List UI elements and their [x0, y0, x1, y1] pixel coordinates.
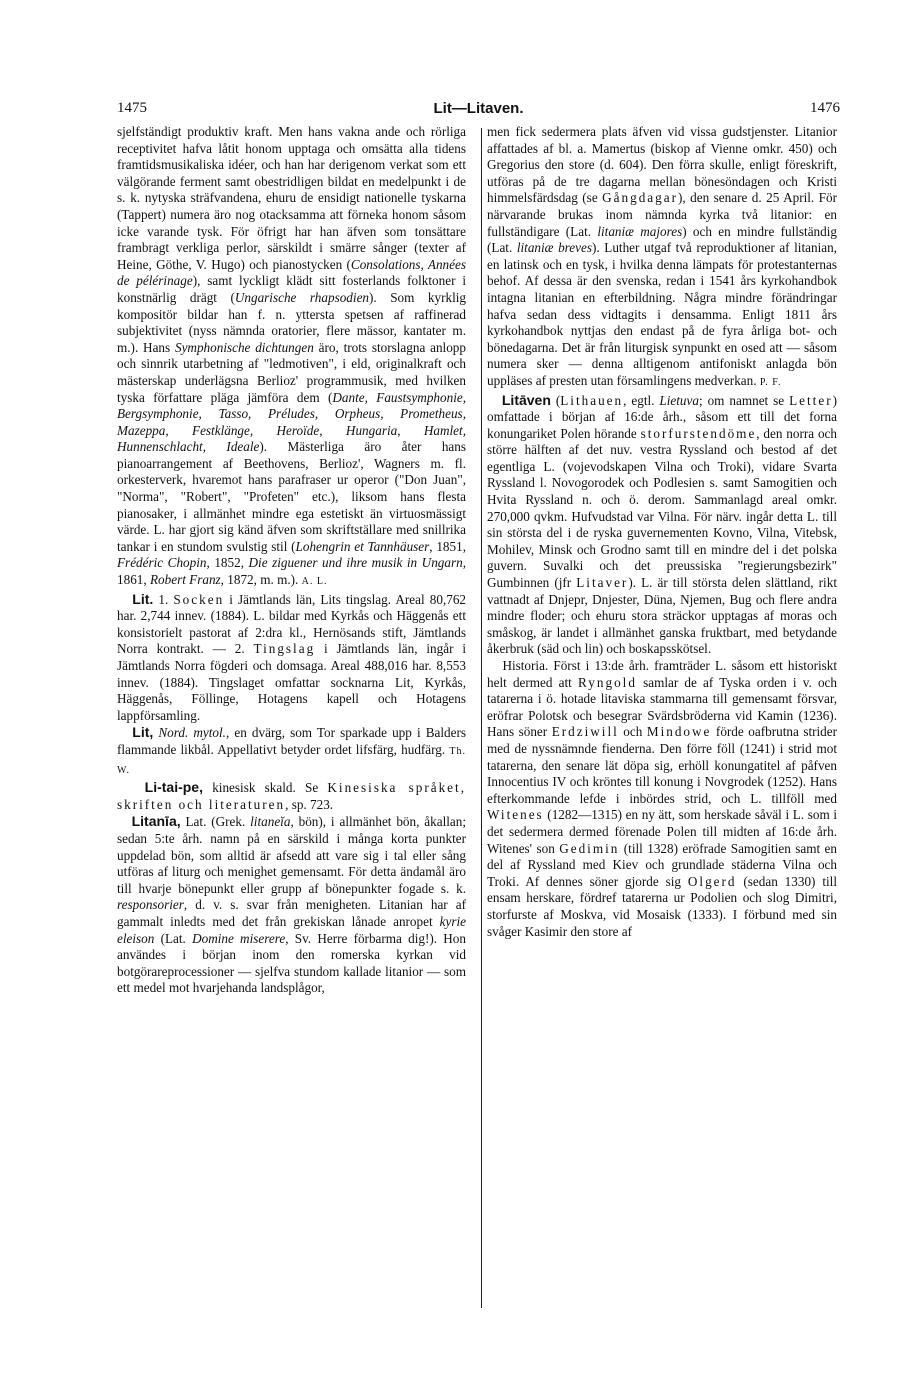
italic-text: Symphonische dichtungen [174, 339, 314, 355]
litaven-history-paragraph [487, 658, 837, 940]
spaced-emphasis-text: Gedimin [559, 840, 620, 856]
body-text: Historia. Först i 13:de årh. framträder L. såsom ett historiskt helt dermed att [487, 658, 838, 690]
headword: Lit. [132, 590, 154, 607]
body-text: , 1852, [206, 555, 249, 571]
litania-continuation-paragraph [487, 124, 837, 392]
italic-text: Robert Franz [149, 572, 221, 588]
spaced-emphasis-text: Ryngold [578, 674, 637, 690]
entry-litania [117, 813, 466, 997]
body-text: , 1872, m. m.). [220, 572, 299, 588]
body-text: och [618, 724, 647, 740]
spaced-emphasis-text: Lithauen [560, 392, 624, 408]
page-number-right: 1476 [810, 100, 840, 116]
spaced-emphasis-text: Litaver [576, 575, 629, 591]
body-text: ). Luther utgaf två reproduktioner af litanian, en latinsk och en tysk, i hvilka denna lämpats för protestanternas behof. Af dessa är den svenska, redan i 1541 års kyrkohandbok intagna litanian en efterbildning. Några mindre förändringar hafva sedan dess vidtagits i densamma. Enligt 1811 års kyrkohandbok nyttjas den endast på de fyra årliga bot- och bönedagarna. Det är från liturgisk synpunkt en osed att — såsom numera sker — denna alltigenom antifoniskt anlagda bön uppläses af presten utan församlingens medverkan. [487, 240, 837, 388]
right-column [487, 124, 837, 940]
italic-text: Ungarische rhapsodien [234, 289, 370, 305]
italic-text: Frédéric Chopin [117, 555, 207, 571]
author-signature: Th. W. [117, 745, 466, 776]
body-text: , egtl. [623, 392, 660, 408]
left-column [117, 124, 466, 997]
body-text: ( [550, 392, 561, 408]
italic-text: Lietuva [659, 392, 699, 408]
italic-text: kyrie eleison [117, 913, 466, 946]
spaced-emphasis-text: Gångdagar [602, 190, 678, 206]
italic-text: litaniæ breves [516, 240, 592, 256]
body-text: , den norra och större hälften af det nuv. vestra Ryssland och bestod af det egentliga L. (vojevodskapen Vilna och Troki), vidare Svarta Ryssland l. Novogorodek och Podlesien s. samt Samogitien och Hvita Ryssland n. och ö. derom. Sammanlagd areal omkr. 270,000 qvkm. Hufvudstad var Vilna. För närv. ingår detta L. till sin största del i de ryska guvernementen Kovno, Vilna, Vitebsk, Mohilev, Minsk och Grodno samt till en mindre del i det polska guvern. Suvalki och det preussiska "regierungsbezirk" Gumbinnen (jfr [487, 425, 837, 591]
body-text: 1. [153, 591, 174, 607]
italic-text: Nord. mytol. [158, 725, 226, 741]
page-number-left: 1475 [117, 100, 147, 116]
body-text: ). Mästerliga äro åter hans pianoarrangement af Beethovens, Berlioz', Wagners m. fl. orkesterverk, hvaremot hans parafraser ur operor ("Don Juan", "Norma", "Robert", "Profeten" etc.), liksom hans flesta pianosaker, i allmänhet mindre ega estetiskt än virtuosmässigt värde. L. har gjort sig känd äfven som skriftställare med snillrika tankar i en stundom svulstig stil ( [117, 439, 466, 554]
italic-text: Dante, Faustsymphonie, Bergsymphonie, Tasso, Préludes, Orpheus, Prometheus, Mazeppa, Festklänge, Heroïde, Hungaria, Hamlet, Hunnenschlacht, Ideale [117, 389, 467, 455]
body-text: (1282—1315) en ny ätt, som herskade såväl i L. som i det sedermera dermed förenade Polen till midten af 16:de årh. Witenes' son [487, 807, 837, 856]
spaced-emphasis-text: Kinesiska språket, skriften och literaturen [117, 780, 466, 812]
body-text: ; om namnet se [698, 392, 790, 408]
spaced-emphasis-text: Letter [789, 392, 833, 408]
entry-lit-mytol [117, 724, 466, 779]
body-text: ). Som kyrklig kompositör bildar han f. n. yttersta spetsen af raffinerad subjektivitet (nyss nämnda oratorier, flere mässor, kantater m. m.). Hans [117, 289, 467, 355]
body-text: ) omfattade i början af 16:de årh., såsom ett till det forna konungariket Polen hörande [487, 392, 837, 441]
body-text: ), den senare d. 25 April. För närvarande brukas inom nämnda kyrka två litanior: en fullständigare (Lat. [487, 190, 837, 239]
italic-text: Die ziguener und ihre musik in Ungarn [248, 555, 463, 571]
italic-text: Consolations, Années de pélérinage [117, 256, 466, 289]
italic-text: Domine miserere [192, 930, 286, 946]
body-text: , d. v. s. svar från menigheten. Litanian har af gammalt inledts med det från grekiskan lånade anropet [117, 897, 466, 929]
body-text: ) och en mindre fullständig (Lat. [487, 223, 837, 256]
column-divider [481, 128, 482, 1308]
entry-li-tai-pe [117, 779, 466, 813]
entry-lit-socken [117, 591, 466, 725]
spaced-emphasis-text: Tingslag [253, 641, 316, 657]
body-text: (sedan 1330) till ensam herskare, fördref tatarerna ur Podolien och slog Dimitri, storfurste af Moskva, vid Mosaisk (1333). I förbund med sin svåger Kasimir den store af [487, 873, 837, 939]
spaced-emphasis-text: Witenes [487, 807, 544, 823]
body-text: ), samt lyckligt klädt sitt fosterlands folktoner i konstnärlig drägt ( [117, 273, 467, 305]
italic-text: litaneĭa [250, 814, 291, 830]
body-text: men fick sedermera plats äfven vid vissa gudstjenster. Litanior affattades af bl. a. Mamertus (biskop af Vienne omkr. 450) och Gregorius den store (d. 604). Den förra skulle, enligt föreskrift, utföras på de tre dagarna mellan bönesöndagen och Kristi himmelsfärdsdag (se [487, 124, 837, 206]
body-text: , Sv. Herre förbarma dig!). Hon användes i början inom den romerska kyrkan vid botgörareprocessioner — sjelfva stundom kallade litanior — som ett medel mot hvarjehanda landsplågor, [117, 930, 466, 996]
spaced-emphasis-text: Erdziwill [551, 724, 619, 740]
body-text: äro, trots storslagna anlopp och sinnrik utarbetning af "ledmotiven", i eld, originalkraft och mästerskap underlägsna Berlioz' programmusik, med hvilken tyska författare pläga jämföra dem ( [117, 339, 466, 405]
italic-text: responsorier [117, 897, 184, 913]
body-text: (Lat. [154, 930, 193, 946]
body-text: Lat. (Grek. [180, 814, 251, 830]
entry-litaven [487, 392, 837, 659]
body-text: , bön), i allmänhet bön, åkallan; sedan 5:te årh. namn på en särskild i många korta punkter uppdelad bön, som alltid är afsedd att vare sig i tal eller sång utföras af liturg och menighet gemensamt. För detta ändamål äro till hvarje bönepunkt eller grupp af bönepunkter fogade s. k. [117, 814, 467, 896]
body-text: förde oafbrutna strider med de nyssnämnde fienderna. Den förre föll (1241) i strid mot tatarerna, den senare lät döpa sig, erhöll konungatitel af påfven Innocentius IV och kröntes till konung i Novgrodek (1252). Hans efterkommande lefde i inbördes strid, och L. tillföll med [487, 724, 838, 806]
page-title: Lit—Litaven. [433, 100, 524, 117]
author-signature: P. F. [759, 376, 782, 388]
italic-text: Lohengrin et Tannhäuser [295, 538, 430, 554]
body-text: sjelfständigt produktiv kraft. Men hans vakna ande och rörliga receptivitet hafva låtit honom upptaga och omsätta alla tidens framtidsmusikaliska idéer, och han har derigenom verkat som ett välgörande ferment samt obestridligen bildat en medelpunkt i de s. k. nytyska sträfvandena, ehuru de ensidigt nationelle tyskarna (Tappert) numera äro nog otacksamma att förneka honom såsom icke varande tysk. För öfrigt har han äfven som tonsättare frambragt verkliga perlor, särskildt i smärre sånger (texter af Heine, Göthe, V. Hugo) och pianostycken ( [117, 124, 466, 272]
body-text: i Jämtlands län, ingår i Jämtlands Norra fögderi och domsaga. Areal 488,016 har. 8,553 innev. (1884). Tingslaget omfattar socknarna Lit, Kyrkås, Häggenås, Föllinge, Hotagens kapell och Hotagens lappförsamling. [117, 641, 467, 723]
headword: Li-tai-pe, [144, 779, 203, 796]
body-text: ). L. är till största delen slättland, rikt vattnadt af Dnjepr, Dnjester, Düna, Njemen, Bug och flere andra mindre floder; och ehuru stora sträckor upptagas af moras och småskog, är landet i allmänhet ganska fruktbart, med betydande åkerbruk (säd och lin) och boskapsskötsel. [487, 575, 837, 657]
spaced-emphasis-text: Mindowe [646, 724, 712, 740]
liszt-continuation-paragraph [117, 124, 466, 591]
body-text: , en dvärg, som Tor sparkade upp i Balders flammande likbål. Appellativt betyder ordet lifsfärg, hudfärg. [117, 725, 466, 757]
body-text: samlar de af Tyska orden i v. och tatarerna i ö. hotade litaviska stammarna till gemensamt försvar, eröfrar Polotsk och besegrar Svärdsbröderna vid Kamin (1236). Hans söner [487, 674, 837, 740]
page-header [117, 100, 840, 122]
body-text: kinesisk skald. Se [202, 780, 328, 796]
body-text: (till 1328) eröfrade Samogitien samt en del af Ryssland med Kiev och grundlade städerna Vilna och Troki. Af dennes söner gjorde sig [487, 840, 837, 889]
headword: Litanīa, [131, 813, 181, 830]
body-text: , sp. 723. [285, 796, 334, 812]
body-text: , 1861, [117, 555, 466, 588]
headword: Lit, [132, 724, 154, 741]
body-text: , 1851, [429, 538, 466, 554]
italic-text: litaniæ majores [597, 223, 683, 239]
headword: Litāven [501, 391, 551, 408]
author-signature: A. L. [301, 576, 328, 588]
body-text: i Jämtlands län, Lits tingslag. Areal 80,762 har. 2,744 innev. (1884). L. bildar med Kyrkås och Häggenås ett konsistorielt pastorat af 2:dra kl., Hernösands stift, Jämtlands Norra kontrakt. — 2. [117, 591, 467, 657]
spaced-emphasis-text: Socken [173, 591, 225, 607]
spaced-emphasis-text: storfurstendöme [640, 425, 757, 441]
spaced-emphasis-text: Olgerd [687, 873, 737, 889]
